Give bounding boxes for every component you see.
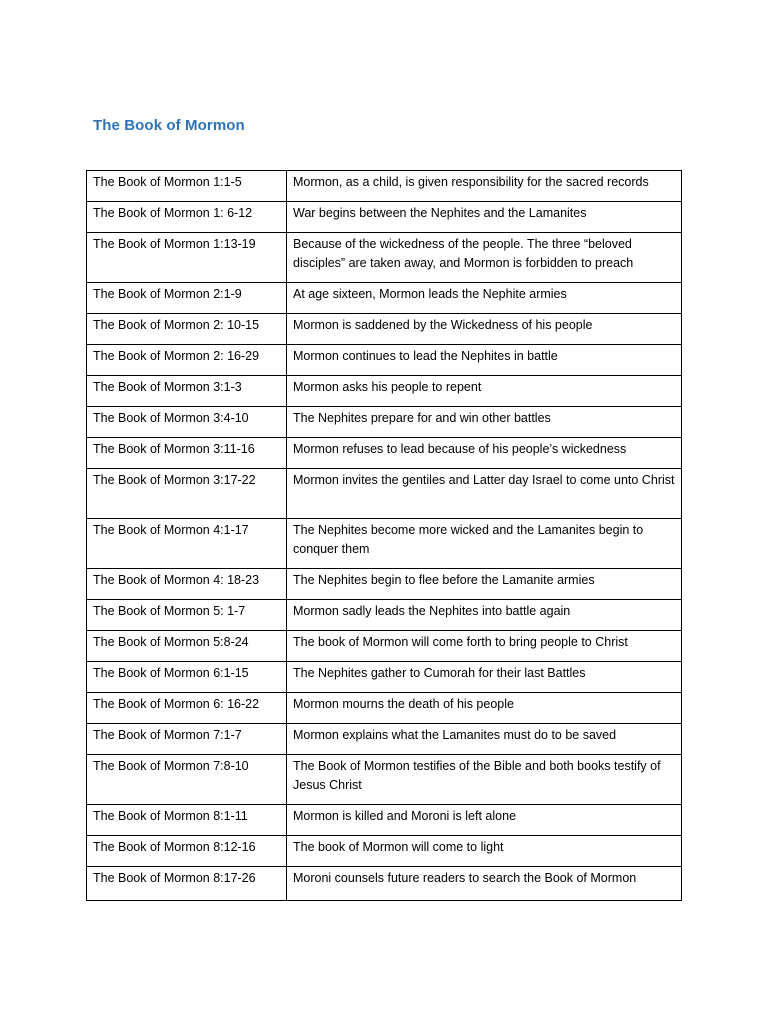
table-row (87, 693, 682, 724)
description-cell: The book of Mormon will come forth to bring people to Christ (287, 631, 682, 662)
table-row (87, 600, 682, 631)
table-row (87, 407, 682, 438)
description-cell: Mormon invites the gentiles and Latter day Israel to come unto Christ (287, 469, 682, 519)
table-row (87, 662, 682, 693)
description-cell: Mormon continues to lead the Nephites in battle (287, 345, 682, 376)
reference-cell: The Book of Mormon 8:1-11 (87, 805, 287, 836)
reference-cell: The Book of Mormon 1: 6-12 (87, 202, 287, 233)
reference-cell: The Book of Mormon 7:8-10 (87, 755, 287, 805)
reference-cell: The Book of Mormon 3:4-10 (87, 407, 287, 438)
description-cell: Mormon refuses to lead because of his people’s wickedness (287, 438, 682, 469)
table-row (87, 469, 682, 519)
description-cell: Mormon sadly leads the Nephites into battle again (287, 600, 682, 631)
table-row (87, 755, 682, 805)
description-cell: The book of Mormon will come to light (287, 836, 682, 867)
scripture-table (86, 170, 682, 901)
reference-cell: The Book of Mormon 1:13-19 (87, 233, 287, 283)
reference-cell: The Book of Mormon 2: 10-15 (87, 314, 287, 345)
description-cell: Mormon is killed and Moroni is left alone (287, 805, 682, 836)
description-cell: Mormon mourns the death of his people (287, 693, 682, 724)
reference-cell: The Book of Mormon 3:17-22 (87, 469, 287, 519)
table-row (87, 171, 682, 202)
description-cell: Moroni counsels future readers to search the Book of Mormon (287, 867, 682, 901)
reference-cell: The Book of Mormon 2: 16-29 (87, 345, 287, 376)
page-title: The Book of Mormon (93, 117, 245, 134)
table-row (87, 438, 682, 469)
description-cell: Mormon, as a child, is given responsibility for the sacred records (287, 171, 682, 202)
description-cell: The Nephites begin to flee before the Lamanite armies (287, 569, 682, 600)
table-row (87, 202, 682, 233)
reference-cell: The Book of Mormon 4:1-17 (87, 519, 287, 569)
reference-cell: The Book of Mormon 5:8-24 (87, 631, 287, 662)
table-row (87, 345, 682, 376)
reference-cell: The Book of Mormon 6: 16-22 (87, 693, 287, 724)
description-cell: Mormon is saddened by the Wickedness of his people (287, 314, 682, 345)
description-cell: The Book of Mormon testifies of the Bible and both books testify of Jesus Christ (287, 755, 682, 805)
table-row (87, 314, 682, 345)
description-cell: The Nephites gather to Cumorah for their last Battles (287, 662, 682, 693)
reference-cell: The Book of Mormon 1:1-5 (87, 171, 287, 202)
description-cell: Mormon explains what the Lamanites must do to be saved (287, 724, 682, 755)
reference-cell: The Book of Mormon 8:12-16 (87, 836, 287, 867)
reference-cell: The Book of Mormon 8:17-26 (87, 867, 287, 901)
table-row (87, 519, 682, 569)
table-row (87, 569, 682, 600)
description-cell: Because of the wickedness of the people. The three “beloved disciples” are taken away, and Mormon is forbidden to preach (287, 233, 682, 283)
reference-cell: The Book of Mormon 6:1-15 (87, 662, 287, 693)
description-cell: Mormon asks his people to repent (287, 376, 682, 407)
table-row (87, 631, 682, 662)
table-row (87, 836, 682, 867)
reference-cell: The Book of Mormon 5: 1-7 (87, 600, 287, 631)
description-cell: At age sixteen, Mormon leads the Nephite armies (287, 283, 682, 314)
table-row (87, 376, 682, 407)
reference-cell: The Book of Mormon 2:1-9 (87, 283, 287, 314)
table-row (87, 724, 682, 755)
reference-cell: The Book of Mormon 3:1-3 (87, 376, 287, 407)
description-cell: The Nephites become more wicked and the Lamanites begin to conquer them (287, 519, 682, 569)
table-row (87, 867, 682, 901)
table-row (87, 283, 682, 314)
reference-cell: The Book of Mormon 3:11-16 (87, 438, 287, 469)
reference-cell: The Book of Mormon 4: 18-23 (87, 569, 287, 600)
description-cell: The Nephites prepare for and win other battles (287, 407, 682, 438)
description-cell: War begins between the Nephites and the Lamanites (287, 202, 682, 233)
table-row (87, 233, 682, 283)
table-row (87, 805, 682, 836)
reference-cell: The Book of Mormon 7:1-7 (87, 724, 287, 755)
